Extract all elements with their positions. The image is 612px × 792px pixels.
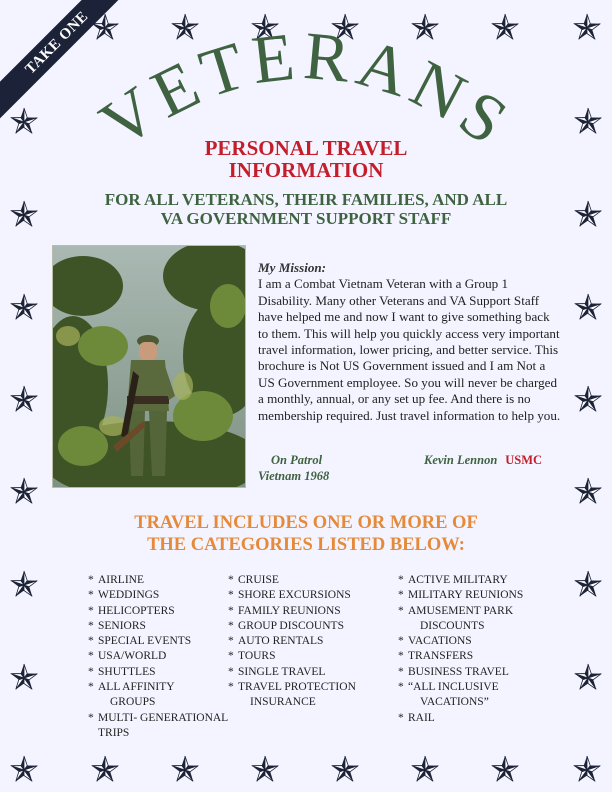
subtitle-line-1: PERSONAL TRAVEL [204,136,408,160]
category-label: SENIORS [98,619,146,632]
nautical-star-icon [572,755,602,785]
mission-label: My Mission: [258,260,327,275]
category-label: “ALL INCLUSIVE [408,681,499,694]
category-column-2 [228,573,398,711]
category-label: CRUISE [238,574,279,586]
category-label: RAIL [408,711,435,724]
star-bullet-icon: * [398,574,404,586]
category-item [228,619,398,634]
category-item [228,604,398,619]
category-item [398,711,578,726]
category-label: TOURS [238,650,276,663]
star-bullet-icon: * [228,619,234,632]
star-bullet-icon: * [228,681,234,694]
category-item [398,634,578,649]
patrol-photo [52,245,246,488]
star-bullet-icon: * [228,635,234,648]
category-label: SHORE EXCURSIONS [238,589,351,602]
nautical-star-icon [490,755,520,785]
category-item [398,573,578,588]
mission-text: I am a Combat Vietnam Veteran with a Group 1 Disability. Many other Veterans and VA Support Staff have helped me and now I want to give something back to them. This will help you quickly access very important travel information, lower pricing, and better service. This brochure is Not US Government issued and I am Not a US Government employee. So you will never be charged a monthly, annual, or any set up fee. And there is no membership required. Just travel information to help you. [258,276,561,423]
category-label: USA/WORLD [98,650,167,663]
caption-line-1: On Patrol [271,453,323,467]
nautical-star-icon [410,755,440,785]
category-item [88,711,228,742]
audience-line-2: VA GOVERNMENT SUPPORT STAFF [160,209,452,228]
category-item [398,665,578,680]
star-bullet-icon: * [398,635,404,648]
category-label: AIRLINE [98,574,144,586]
category-label: BUSINESS TRAVEL [408,665,509,678]
category-column-3 [398,573,578,726]
category-label-continuation: VACATIONS” [420,696,489,709]
category-label: VACATIONS [408,635,472,648]
photo-caption [258,452,368,484]
category-column-1 [88,573,228,741]
category-label: TRANSFERS [408,650,474,663]
nautical-star-icon [573,385,603,415]
star-bullet-icon: * [398,681,404,694]
category-label-continuation: DISCOUNTS [420,619,485,632]
category-item [228,634,398,649]
category-label-continuation: INSURANCE [250,696,316,709]
star-bullet-icon: * [88,619,94,632]
categories-heading [0,512,612,556]
subtitle [0,137,612,181]
signature-name: Kevin Lennon [424,453,498,467]
mission-statement [258,260,563,424]
star-bullet-icon: * [398,589,404,602]
category-item [228,649,398,664]
category-item [88,619,228,634]
category-label: MULTI- GENERATIONAL TRIPS [98,711,228,739]
category-label: SPECIAL EVENTS [98,635,192,648]
signature [424,452,574,468]
nautical-star-icon [9,663,39,693]
star-bullet-icon: * [88,604,94,617]
star-bullet-icon: * [228,650,234,663]
category-item [88,634,228,649]
category-item [228,588,398,603]
category-label: ACTIVE MILITARY [408,574,508,586]
category-item [88,588,228,603]
star-bullet-icon: * [228,665,234,678]
star-bullet-icon: * [88,574,94,586]
nautical-star-icon [9,385,39,415]
nautical-star-icon [90,755,120,785]
category-item [228,665,398,680]
categories-heading-line-1: TRAVEL INCLUDES ONE OR MORE OF [134,513,478,533]
star-bullet-icon: * [398,665,404,678]
star-bullet-icon: * [88,589,94,602]
star-bullet-icon: * [228,574,234,586]
subtitle-line-2: INFORMATION [228,158,384,182]
star-bullet-icon: * [88,650,94,663]
signature-branch: USMC [505,453,543,467]
category-item [88,680,228,711]
category-item [88,573,228,588]
caption-line-2: Vietnam 1968 [258,469,330,483]
nautical-star-icon [9,755,39,785]
star-bullet-icon: * [398,604,404,617]
category-label: FAMILY REUNIONS [238,604,341,617]
category-label: AMUSEMENT PARK [408,604,514,617]
star-bullet-icon: * [228,604,234,617]
nautical-star-icon [250,755,280,785]
nautical-star-icon [330,755,360,785]
category-item [398,649,578,664]
star-bullet-icon: * [88,635,94,648]
star-bullet-icon: * [398,711,404,724]
category-item [88,649,228,664]
category-item [398,588,578,603]
category-label: AUTO RENTALS [238,635,324,648]
nautical-star-icon [170,755,200,785]
category-item [88,604,228,619]
category-label: WEDDINGS [98,589,160,602]
category-label: TRAVEL PROTECTION [238,681,356,694]
nautical-star-icon [573,477,603,507]
category-label-continuation: GROUPS [110,696,156,709]
category-item [398,680,578,711]
category-label: SINGLE TRAVEL [238,665,326,678]
category-label: ALL AFFINITY [98,681,175,694]
title-text: VETERANS [86,16,526,163]
star-bullet-icon: * [88,665,94,678]
take-one-banner: TAKE ONE [0,0,133,119]
audience-line-1: FOR ALL VETERANS, THEIR FAMILIES, AND ALL [104,190,508,209]
category-item [88,665,228,680]
nautical-star-icon [9,477,39,507]
star-bullet-icon: * [398,650,404,663]
categories-heading-line-2: THE CATEGORIES LISTED BELOW: [147,535,465,555]
star-bullet-icon: * [88,711,94,724]
category-label: MILITARY REUNIONS [408,589,524,602]
category-item [228,680,398,711]
star-bullet-icon: * [228,589,234,602]
star-bullet-icon: * [88,681,94,694]
nautical-star-icon [9,293,39,323]
category-label: SHUTTLES [98,665,156,678]
category-label: HELICOPTERS [98,604,175,617]
category-label: GROUP DISCOUNTS [238,619,344,632]
nautical-star-icon [9,570,39,600]
category-item [398,604,578,635]
audience [0,190,612,228]
category-item [228,573,398,588]
nautical-star-icon [573,293,603,323]
